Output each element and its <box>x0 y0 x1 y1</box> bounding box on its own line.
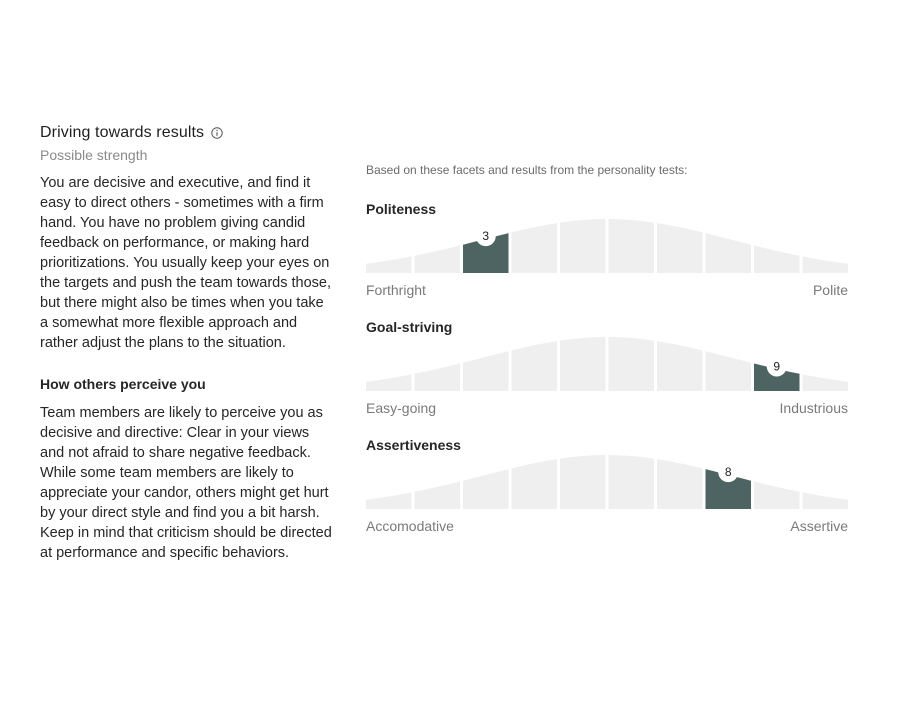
facet-bar <box>803 492 849 509</box>
facet-bar <box>512 223 558 273</box>
facet-high-label: Assertive <box>790 518 848 534</box>
facet-bar <box>366 374 412 391</box>
facet-bar <box>657 459 703 509</box>
facet-chart-assertiveness <box>366 455 848 511</box>
facet-bar <box>415 245 461 273</box>
facet-bar <box>754 245 800 273</box>
strength-title-row <box>40 122 335 144</box>
facet-score-label: 9 <box>773 359 781 374</box>
facet-low-label: Forthright <box>366 282 426 298</box>
facets-panel <box>366 162 848 534</box>
facet-bar <box>609 455 655 509</box>
facet-title: Assertiveness <box>366 437 461 453</box>
facet-bar <box>463 469 509 509</box>
facet-score-label: 8 <box>724 465 732 480</box>
facet-bar <box>415 481 461 509</box>
facet-title: Goal-striving <box>366 319 453 335</box>
facet-bar <box>512 459 558 509</box>
strength-panel <box>40 122 335 563</box>
facet-bar <box>803 256 849 273</box>
strength-subtitle: Possible strength <box>40 147 148 163</box>
facet-bar <box>463 351 509 391</box>
facet-assertiveness <box>366 436 848 535</box>
facet-bar <box>560 455 606 509</box>
facet-bar <box>803 374 849 391</box>
facet-politeness <box>366 200 848 299</box>
facet-bar <box>560 219 606 273</box>
facet-chart-politeness <box>366 219 848 275</box>
facets-intro: Based on these facets and results from the personality tests: <box>366 163 688 177</box>
facet-bar <box>366 492 412 509</box>
facet-bar <box>366 256 412 273</box>
facet-bar <box>415 363 461 391</box>
perception-heading: How others perceive you <box>40 376 206 392</box>
facet-bar <box>609 219 655 273</box>
facet-high-label: Industrious <box>779 400 848 416</box>
info-icon[interactable] <box>211 127 223 139</box>
facet-title: Politeness <box>366 201 437 217</box>
facet-chart-goal-striving <box>366 337 848 393</box>
facet-goal-striving <box>366 318 848 417</box>
strength-title: Driving towards results <box>40 124 205 141</box>
facet-bar <box>609 337 655 391</box>
facet-bar <box>754 481 800 509</box>
facet-low-label: Accomodative <box>366 518 454 534</box>
facet-bar <box>657 223 703 273</box>
facet-bar <box>512 341 558 391</box>
facet-bar <box>560 337 606 391</box>
facet-bar <box>657 341 703 391</box>
facet-low-label: Easy-going <box>366 400 437 416</box>
facet-bar <box>706 233 752 273</box>
perception-text: Team members are likely to perceive you as decisive and directive: Clear in your views and not afraid to share negative feedback. While some team members are likely to appreciate your candor, others might get hurt by your direct style and find you a bit harsh. Keep in mind that criticism should be directed at performance and specific behaviors. <box>40 405 332 561</box>
strength-description: You are decisive and executive, and find it easy to direct others - sometimes with a firm hand. You have no problem giving candid feedback on performance, or making hard prioritizations. You usually keep your eyes on the targets and push the team towards those, but there might also be times when you take a somewhat more flexible approach and rather adjust the plans to the situation. <box>40 175 331 351</box>
facet-bar <box>706 351 752 391</box>
facet-score-label: 3 <box>482 229 490 244</box>
facet-high-label: Polite <box>812 282 848 298</box>
